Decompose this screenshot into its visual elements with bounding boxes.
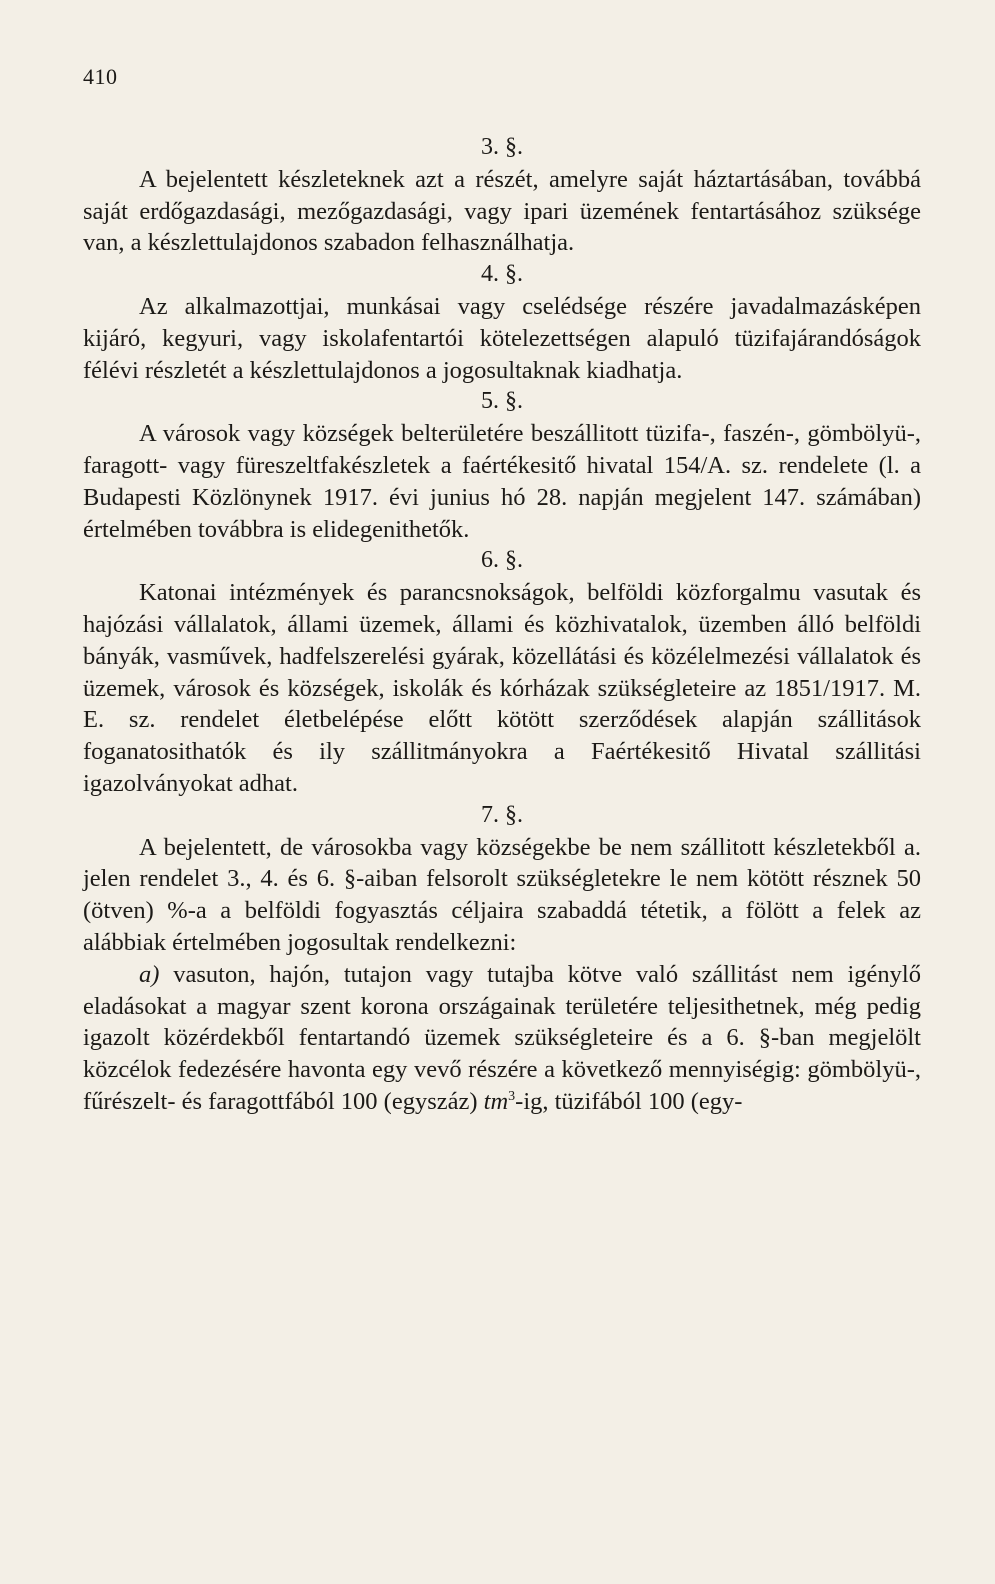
- page-number: 410: [83, 64, 118, 89]
- paragraph-7a: [83, 959, 921, 1118]
- item-a-unit: tm: [483, 1087, 509, 1115]
- section-heading-7: 7. §.: [481, 801, 523, 828]
- item-a-text-end: -ig, tüzifából 100 (egy-: [515, 1087, 743, 1115]
- body-text: [83, 132, 921, 1118]
- section-heading-6: 6. §.: [481, 547, 523, 574]
- paragraph-7: A bejelentett, de városokba vagy községekbe be nem szállitott készletekből a. jelen rendelet 3., 4. és 6. §-aiban felsorolt szükségletekre le nem kötött résznek 50 (ötven) %-a a belföldi fogyasztás céljaira szabaddá tétetik, a fölött a felek az alábbiak értelmében jogosultak rendelkezni:: [83, 833, 921, 956]
- section-heading-4: 4. §.: [481, 261, 523, 288]
- item-a-text: vasuton, hajón, tutajon vagy tutajba kötve való szállitást nem igénylő eladásokat a magyar szent korona országainak területére teljesithetnek, még pedig igazolt közérdekből fentartandó üzemek szükségleteire és a 6. §-ban megjelölt közcélok fedezésére havonta egy vevő részére a következő mennyiségig: gömbölyü-, fűrészelt- és faragottfából 100 (egyszáz): [83, 960, 921, 1115]
- paragraph-5: A városok vagy községek belterületére beszállitott tüzifa-, faszén-, gömbölyü-, faragott- vagy füreszeltfakészletek a faértékesitő hivatal 154/A. sz. rendelete (l. a Budapesti Közlönynek 1917. évi junius hó 28. napján megjelent 147. számában) értelmében továbbra is elidegenithetők.: [83, 420, 921, 543]
- item-a-unit-exponent: 3: [508, 1088, 516, 1104]
- section-heading-3: 3. §.: [481, 134, 523, 160]
- paragraph-6: Katonai intézmények és parancsnokságok, belföldi közforgalmu vasutak és hajózási vállalatok, állami üzemek, állami és közhivatalok, üzemben álló belföldi bányák, vasművek, hadfelszerelési gyárak, közellátási és közélelmezési vállalatok és üzemek, városok és községek, iskolák és kórházak szükségleteire az 1851/1917. M. E. sz. rendelet életbelépése előtt kötött szerződések alapján szállitások foganatosithatók és ily szállitmányokra a Faértékesitő Hivatal szállitási igazolványokat adhat.: [83, 579, 921, 797]
- section-heading-5: 5. §.: [481, 388, 523, 415]
- paragraph-3: A bejelentett készleteknek azt a részét, amelyre saját háztartásában, továbbá saját erdőgazdasági, mezőgazdasági, vagy ipari üzemének fentartásához szüksége van, a készlettulajdonos szabadon felhasználhatja.: [83, 165, 921, 257]
- item-a-label: a): [139, 960, 160, 988]
- paragraph-4: Az alkalmazottjai, munkásai vagy cselédsége részére javadalmazásképen kijáró, kegyuri, vagy iskolafentartói kötelezettségen alapuló tüzifajárandóságok félévi részletét a készlettulajdonos a jogosultaknak kiadhatja.: [83, 292, 921, 384]
